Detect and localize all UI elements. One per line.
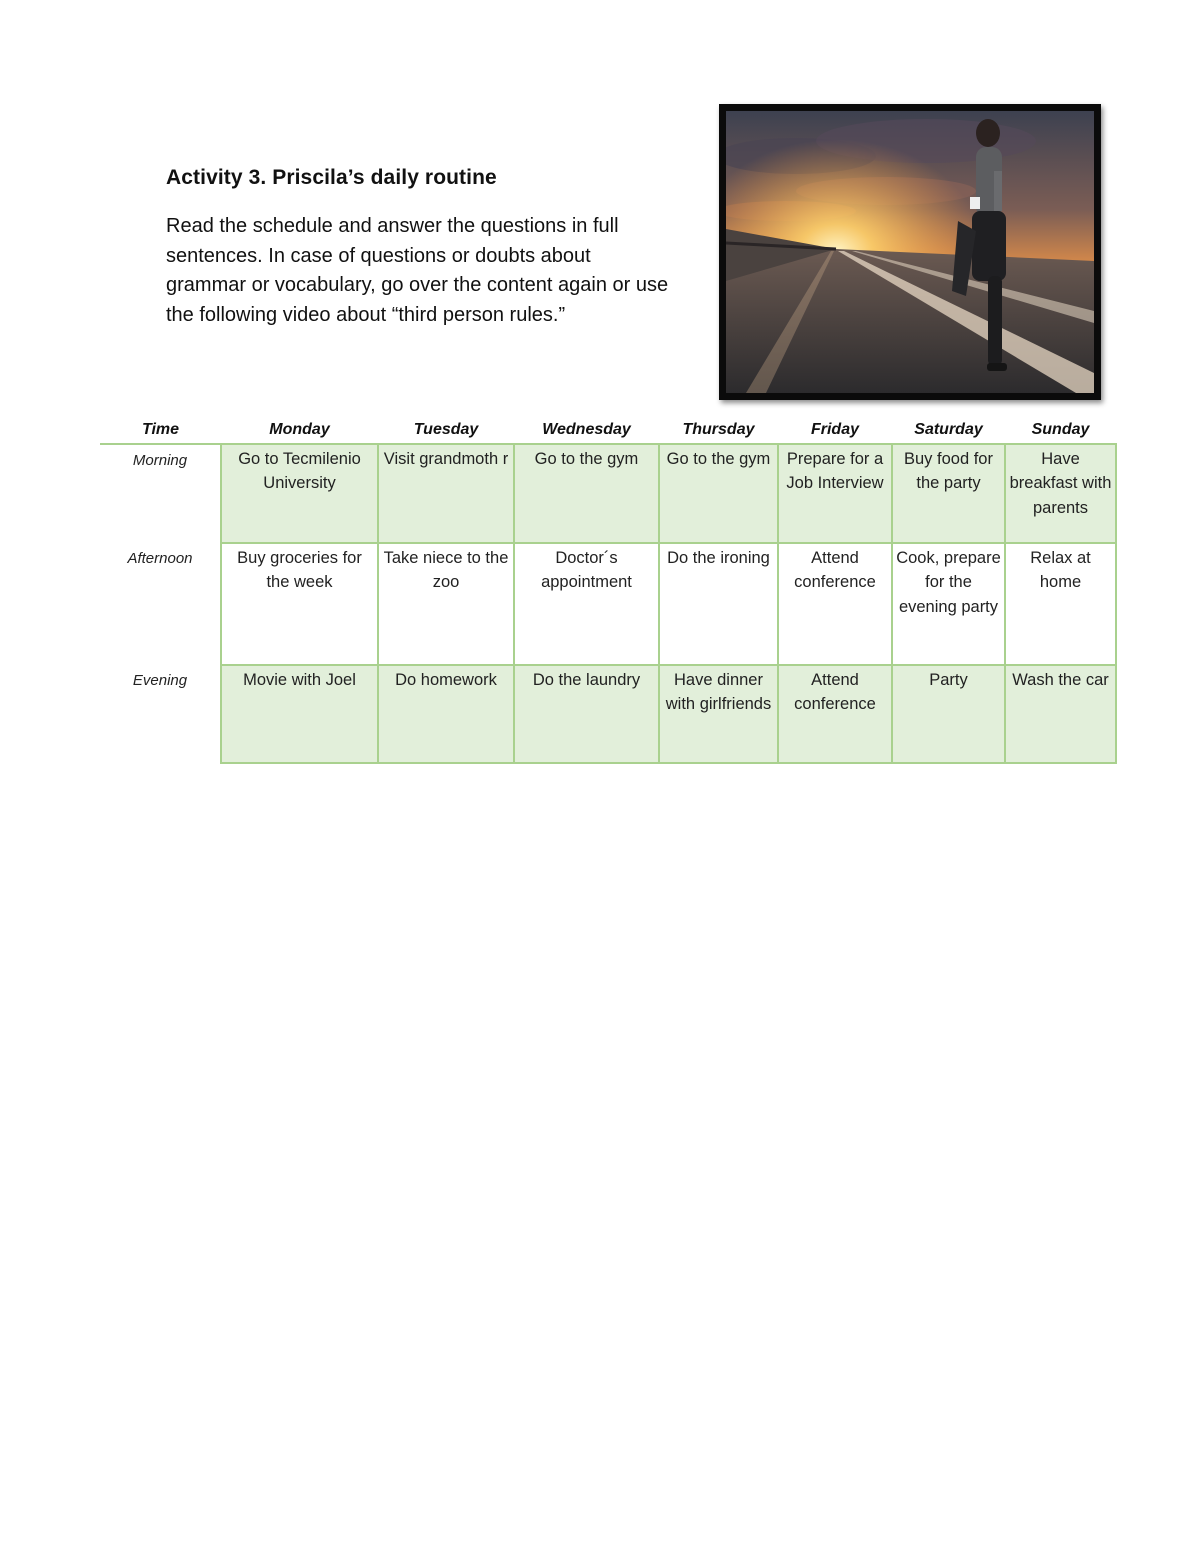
activity-title: Activity 3. Priscila’s daily routine	[166, 166, 497, 189]
cell-evening-friday: Attend conference	[778, 665, 892, 763]
cell-evening-monday: Movie with Joel	[221, 665, 378, 763]
cell-afternoon-monday: Buy groceries for the week	[221, 543, 378, 665]
cell-evening-saturday: Party	[892, 665, 1005, 763]
cell-afternoon-wednesday: Doctor´s appointment	[514, 543, 659, 665]
cell-morning-thursday: Go to the gym	[659, 444, 778, 543]
runner-sunset-photo	[719, 104, 1101, 400]
cell-evening-tuesday: Do homework	[378, 665, 514, 763]
time-label-afternoon: Afternoon	[127, 550, 193, 567]
header-time: Time	[100, 417, 221, 444]
table-row-afternoon	[100, 543, 1116, 665]
cell-evening-sunday: Wash the car	[1005, 665, 1116, 763]
cell-morning-wednesday: Go to the gym	[514, 444, 659, 543]
cell-evening-wednesday: Do the laundry	[514, 665, 659, 763]
table-row-evening	[100, 665, 1116, 763]
cell-morning-saturday: Buy food for the party	[892, 444, 1005, 543]
header-sunday: Sunday	[1005, 417, 1116, 444]
header-saturday: Saturday	[892, 417, 1005, 444]
activity-instructions: Read the schedule and answer the questions in full sentences. In case of questions or doubts about grammar or vocabulary, go over the content again or use the following video about “third person rules.”	[166, 215, 669, 326]
cell-evening-thursday: Have dinner with girlfriends	[659, 665, 778, 763]
schedule-table	[100, 417, 1117, 764]
cell-afternoon-tuesday: Take niece to the zoo	[378, 543, 514, 665]
header-monday: Monday	[221, 417, 378, 444]
schedule-header-row	[100, 417, 1116, 444]
runner-sunset-image	[726, 111, 1094, 393]
header-wednesday: Wednesday	[514, 417, 659, 444]
cell-afternoon-thursday: Do the ironing	[659, 543, 778, 665]
header-friday: Friday	[778, 417, 892, 444]
time-label-evening: Evening	[132, 672, 188, 689]
header-thursday: Thursday	[659, 417, 778, 444]
cell-morning-friday: Prepare for a Job Interview	[778, 444, 892, 543]
cell-afternoon-saturday: Cook, prepare for the evening party	[892, 543, 1005, 665]
header-tuesday: Tuesday	[378, 417, 514, 444]
table-row-morning	[100, 444, 1116, 543]
cell-morning-tuesday: Visit grandmoth r	[378, 444, 514, 543]
cell-afternoon-sunday: Relax at home	[1005, 543, 1116, 665]
cell-morning-monday: Go to Tecmilenio University	[221, 444, 378, 543]
cell-afternoon-friday: Attend conference	[778, 543, 892, 665]
time-label-morning: Morning	[132, 452, 188, 469]
cell-morning-sunday: Have breakfast with parents	[1005, 444, 1116, 543]
